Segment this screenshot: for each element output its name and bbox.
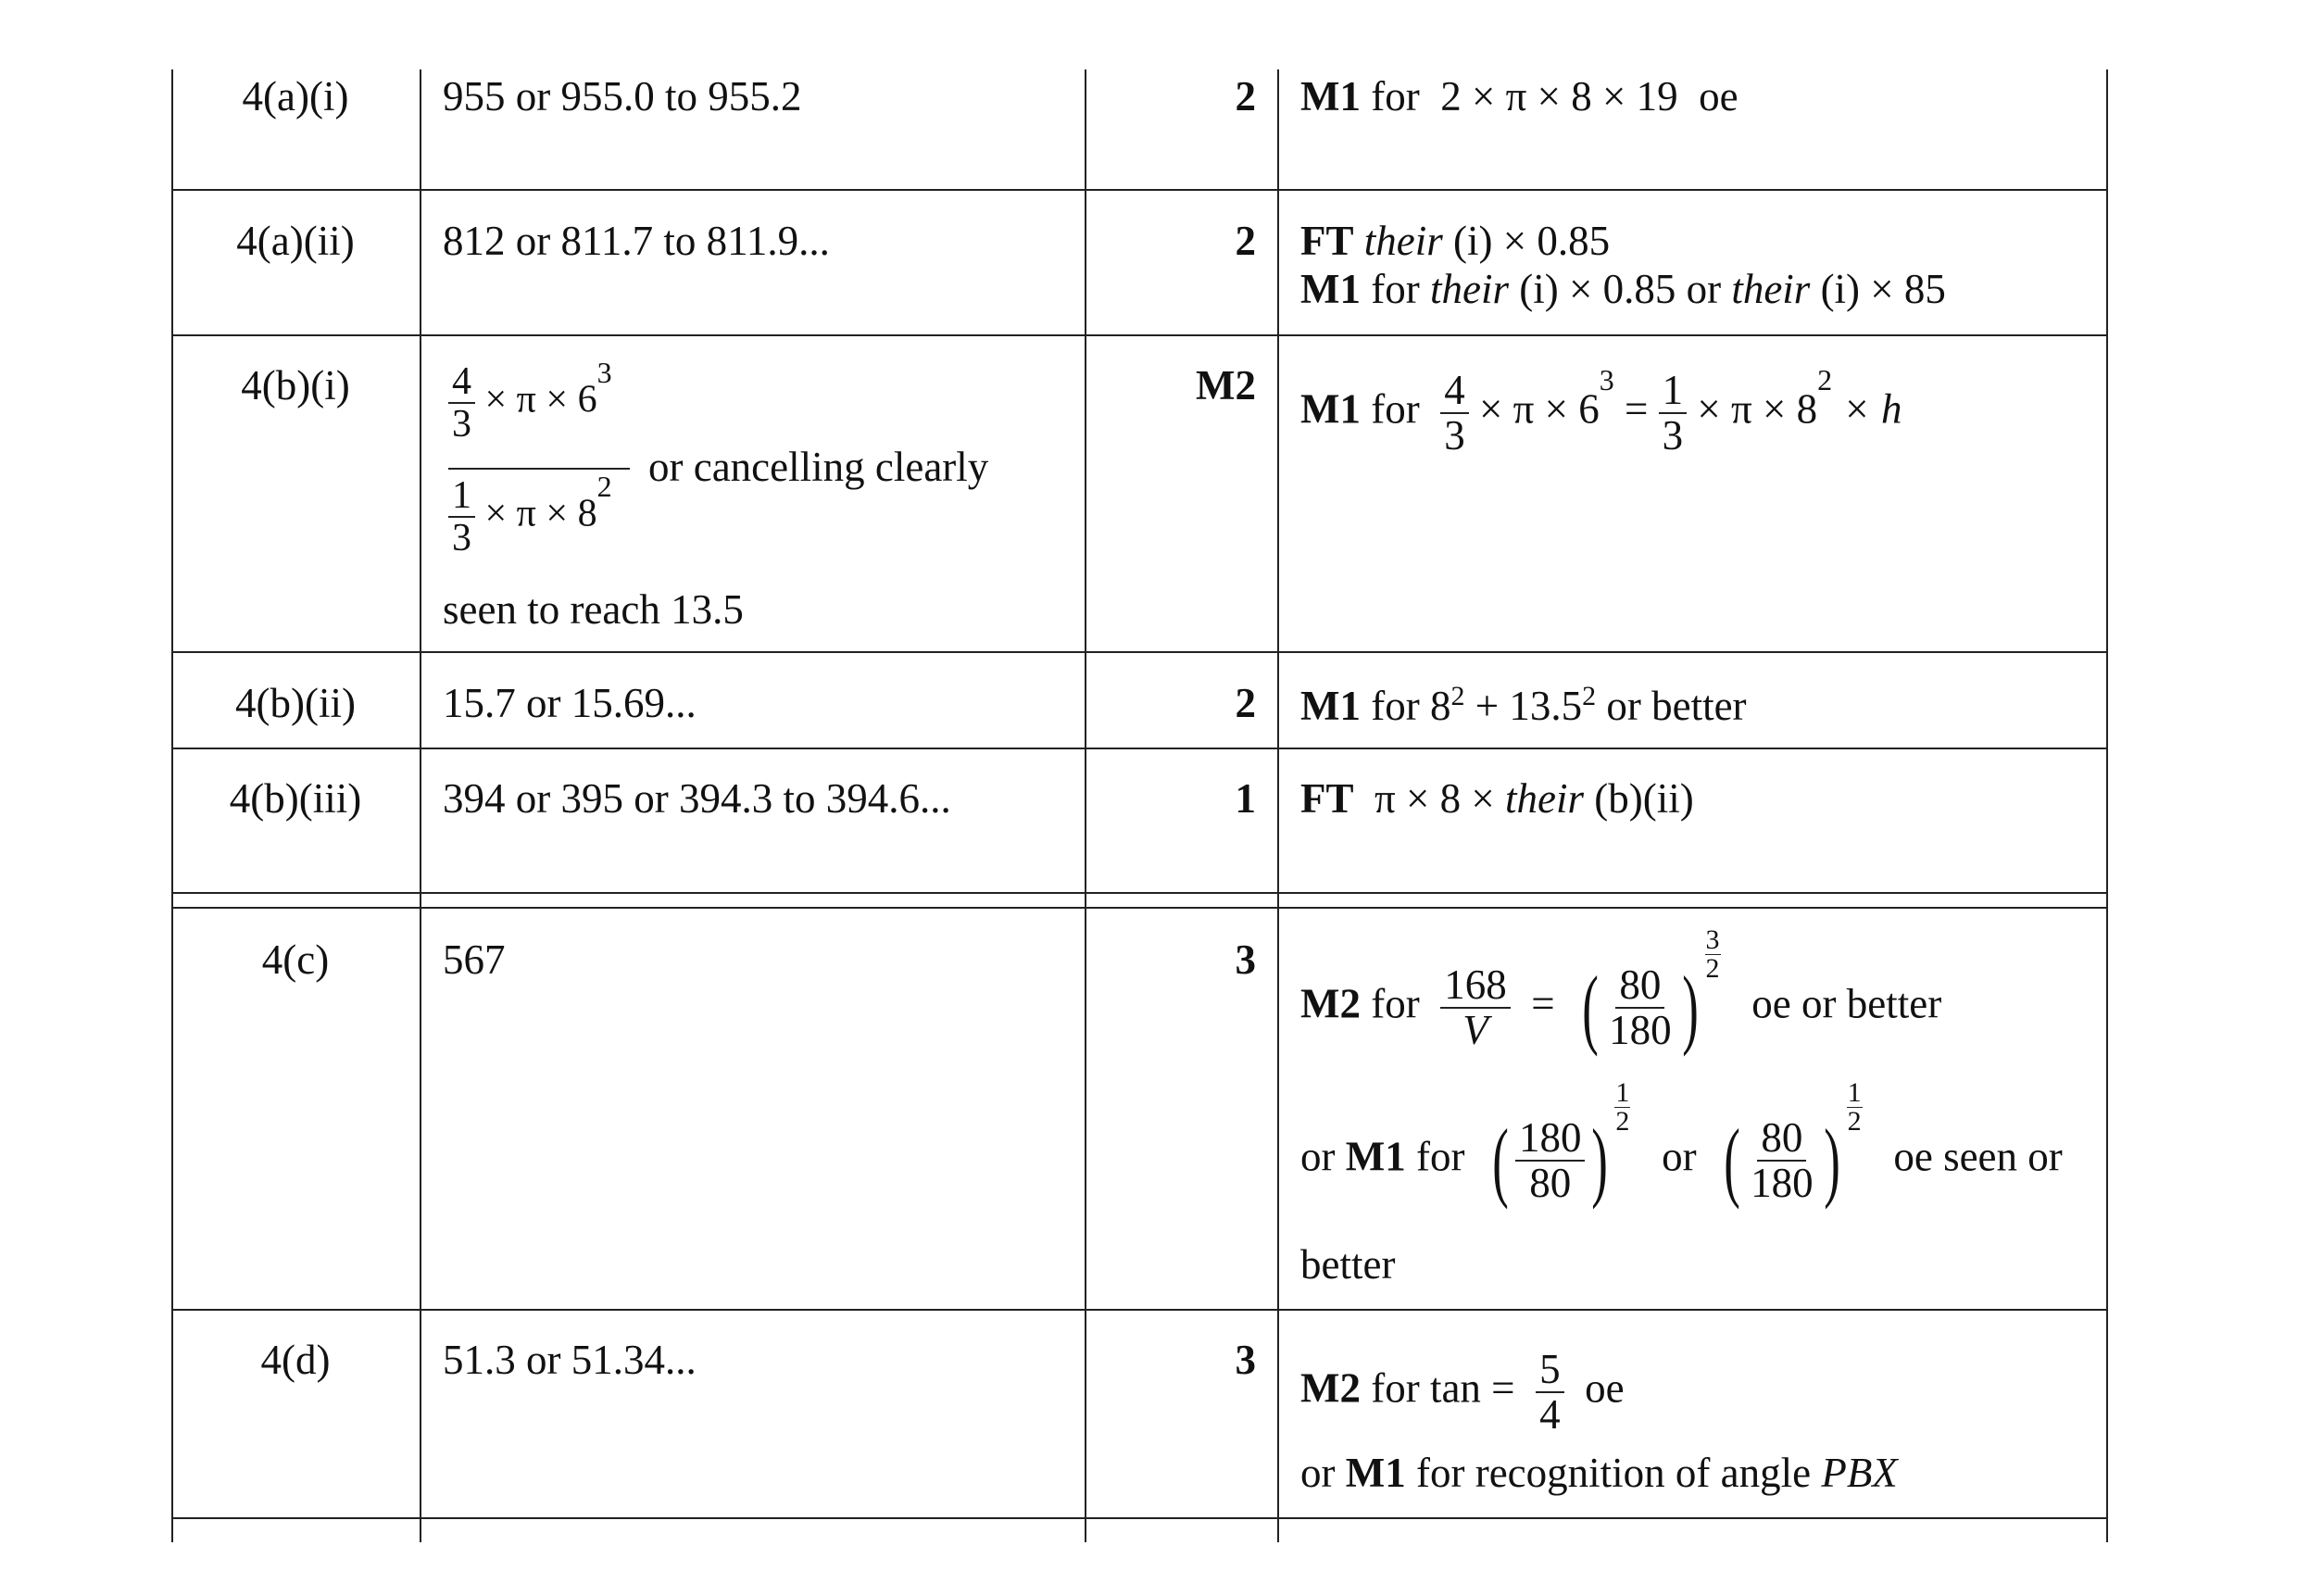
guidance [1300,73,1738,119]
row-divider [171,1309,2108,1311]
mark-code: M2 [1300,980,1361,1027]
marks: M2 [1196,362,1256,408]
guidance-text: (i) × 0.85 or [1519,266,1722,312]
fraction [1605,963,1676,1053]
their-word: their [1429,266,1509,312]
expression: × π × 6 [1478,385,1600,433]
row-divider [171,189,2108,191]
fraction [1515,1116,1586,1206]
expression: × π × 8 [484,492,597,535]
mark-code: M1 [1345,1450,1406,1496]
right-paren: ) [1823,1111,1840,1211]
guidance-text: (i) × 0.85 [1453,218,1611,264]
fraction [1747,1116,1817,1206]
guidance [1300,683,1747,727]
frac-den: 80 [1529,1160,1572,1207]
guidance-line-3: better [1300,1241,1396,1288]
table-border-right [2106,69,2108,1542]
expression: × π × 8 [1697,385,1818,433]
frac-num: 1 [1615,1077,1630,1108]
guidance-oe: oe [1699,73,1738,119]
question-number: 4(a)(i) [242,73,349,119]
question-number: 4(d) [260,1337,331,1383]
table-divider-marks [1085,69,1086,1542]
exponent: 2 [1450,681,1465,711]
expression-tail: × h [1842,385,1902,433]
guidance-line-2 [1300,1077,2063,1211]
frac-den: 2 [1847,1106,1862,1137]
guidance-word: for [1371,385,1420,433]
guidance [1300,363,1902,459]
table-divider-guidance [1277,69,1279,1542]
mark-code: M1 [1345,1133,1406,1180]
exponent: 2 [596,470,612,503]
frac-num: 1 [1847,1077,1862,1108]
question-number: 4(b)(ii) [235,680,356,726]
marks: 2 [1235,680,1256,726]
frac-num: 3 [1705,924,1720,955]
fraction [1440,369,1469,459]
fraction [448,361,475,445]
fraction [1659,369,1688,459]
guidance [1300,775,1694,822]
left-paren: ( [1724,1111,1740,1211]
frac-den: 3 [452,403,471,446]
exponent-fraction [1847,1079,1863,1136]
marks: 1 [1235,775,1256,822]
guidance-text: (i) × 85 [1820,266,1946,312]
exponent: 2 [1582,681,1597,711]
mark-code: M1 [1300,683,1361,729]
guidance-text: for recognition of angle [1415,1450,1812,1496]
left-paren: ( [1582,958,1599,1058]
guidance-line-1 [1300,1348,1625,1438]
angle-name: PBX [1821,1450,1898,1496]
mark-code: FT [1300,775,1354,822]
frac-num: 4 [448,361,475,404]
answer-numerator [448,356,612,446]
guidance-text: for 8 [1371,683,1451,729]
mark-code: FT [1300,218,1354,264]
exponent: 3 [1599,363,1614,396]
equals-sign: = [1624,385,1649,433]
guidance-text: + 13.5 [1475,683,1583,729]
frac-num: 4 [1440,369,1469,414]
answer-text: 394 or 395 or 394.3 to 394.6... [443,775,951,822]
frac-den: 180 [1609,1007,1672,1054]
right-paren: ) [1591,1111,1609,1211]
left-paren: ( [1492,1111,1509,1211]
guidance-text: oe seen or [1893,1133,2063,1180]
guidance-word: or [1300,1450,1336,1496]
fraction [1536,1348,1564,1438]
marks: 2 [1235,73,1256,119]
answer-last-line: seen to reach 13.5 [443,586,744,633]
exponent-fraction [1705,926,1721,983]
frac-num: 80 [1615,963,1664,1009]
guidance-text: (b)(ii) [1594,775,1694,822]
guidance-line-2 [1300,266,1946,312]
equals-sign: = [1531,980,1555,1027]
answer-side-text: or cancelling clearly [648,444,989,490]
frac-num: 168 [1440,963,1511,1009]
guidance-text: for tan = [1371,1364,1515,1412]
table-divider-answer [420,69,421,1542]
frac-den: 2 [1615,1106,1630,1137]
marks: 3 [1235,1337,1256,1383]
mark-code: M1 [1300,385,1361,433]
frac-den: 180 [1751,1160,1814,1207]
row-divider [171,334,2108,336]
question-number: 4(a)(ii) [236,218,355,264]
mark-code: M1 [1300,266,1361,312]
guidance-oe: oe [1585,1364,1625,1412]
frac-num: 80 [1757,1116,1806,1162]
row-divider [171,1517,2108,1519]
guidance-word: for [1371,980,1420,1027]
frac-den: 3 [1444,412,1465,459]
right-paren: ) [1681,958,1699,1058]
exponent-fraction [1614,1079,1630,1136]
guidance-word: or [1300,1133,1336,1180]
row-divider [171,892,2108,894]
frac-num: 1 [1659,369,1688,414]
question-number: 4(c) [261,936,330,983]
exponent: 2 [1817,363,1833,396]
answer-text: 812 or 811.7 to 811.9... [443,218,830,264]
question-number: 4(b)(iii) [229,775,362,822]
fraction [1440,963,1511,1053]
guidance-line-1 [1300,220,1610,262]
marks: 3 [1235,936,1256,983]
row-divider [171,748,2108,749]
mark-code: M1 [1300,73,1361,119]
answer-text: 15.7 or 15.69... [443,680,697,726]
guidance-line-2 [1300,1452,1898,1494]
guidance-text: or better [1606,683,1747,729]
guidance-text: oe or better [1751,980,1942,1027]
their-word: their [1731,266,1811,312]
frac-den: 2 [1705,953,1720,984]
answer-text: 51.3 or 51.34... [443,1337,697,1383]
frac-num: 180 [1515,1116,1586,1162]
guidance-word: for [1371,266,1420,312]
guidance-expression: 2 × π × 8 × 19 [1440,73,1678,119]
guidance-text: π × 8 × [1374,775,1495,822]
exponent: 3 [596,356,612,389]
frac-den: 3 [1662,412,1684,459]
frac-num: 1 [448,475,475,518]
fraction [448,475,475,559]
frac-num: 5 [1536,1348,1564,1393]
row-divider [171,651,2108,653]
question-number: 4(b)(i) [241,362,350,408]
guidance-word: for [1371,73,1420,119]
their-word: their [1363,218,1443,264]
frac-den: 3 [452,517,471,560]
marks: 2 [1235,218,1256,264]
answer-text: 567 [443,936,506,983]
mark-code: M2 [1300,1364,1361,1412]
expression: × π × 6 [484,378,597,421]
frac-den: V [1462,1007,1488,1054]
guidance-word: or [1662,1133,1697,1180]
frac-den: 4 [1539,1391,1561,1439]
answer-denominator [448,470,612,560]
row-divider-double [171,907,2108,909]
answer-text: 955 or 955.0 to 955.2 [443,73,802,119]
guidance-word: for [1415,1133,1465,1180]
guidance-line-1 [1300,924,1942,1058]
their-word: their [1505,775,1584,822]
